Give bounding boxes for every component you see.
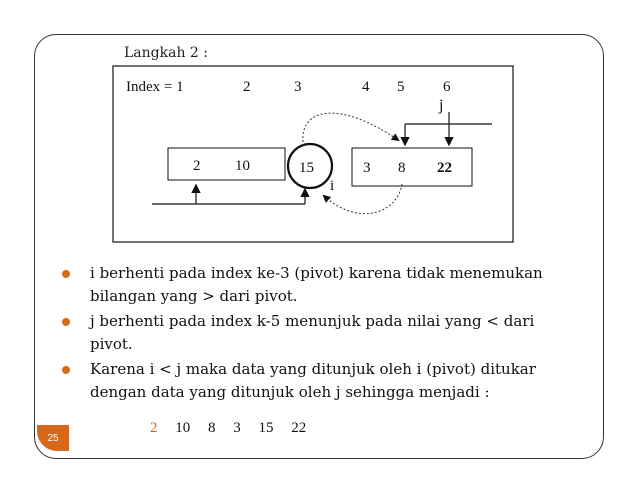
result-value: 2 — [150, 420, 158, 436]
swap-arc-bottom — [324, 184, 402, 214]
result-value: 10 — [175, 420, 191, 436]
result-value: 3 — [233, 420, 241, 436]
index-2: 2 — [243, 79, 251, 95]
right-value-22: 22 — [437, 160, 452, 176]
bullet-item — [60, 262, 580, 308]
bullet-text: Karena i < j maka data yang ditunjuk oleh i (pivot) ditukar dengan data yang ditunjuk oleh j sehingga menjadi : — [90, 360, 536, 401]
bullet-item — [60, 310, 580, 356]
bullet-dot-icon — [62, 366, 70, 374]
index-label: Index = 1 — [126, 79, 184, 95]
result-value: 22 — [291, 420, 307, 436]
right-value-3: 3 — [363, 160, 371, 176]
pivot-value: 15 — [299, 160, 314, 176]
bullet-list — [60, 262, 580, 406]
right-value-8: 8 — [398, 160, 406, 176]
index-5: 5 — [397, 79, 405, 95]
i-pointer-label: i — [330, 178, 335, 194]
bullet-dot-icon — [62, 270, 70, 278]
index-3: 3 — [294, 79, 302, 95]
left-value-2: 2 — [193, 158, 201, 174]
page-number-badge: 25 — [37, 425, 69, 451]
bullet-dot-icon — [62, 318, 70, 326]
swap-arc-top — [303, 113, 398, 142]
step-heading: Langkah 2 : — [124, 45, 208, 61]
bullet-text: i berhenti pada index ke-3 (pivot) karena tidak menemukan bilangan yang > dari pivot. — [90, 264, 543, 305]
bullet-text: j berhenti pada index k-5 menunjuk pada nilai yang < dari pivot. — [90, 312, 535, 353]
left-value-10: 10 — [235, 158, 250, 174]
index-4: 4 — [362, 79, 370, 95]
left-array-box — [168, 148, 285, 180]
index-6: 6 — [443, 79, 451, 95]
result-value: 8 — [208, 420, 216, 436]
j-pointer-label: j — [439, 97, 444, 114]
result-sequence — [150, 420, 320, 437]
result-value: 15 — [258, 420, 274, 436]
bullet-item — [60, 358, 580, 404]
